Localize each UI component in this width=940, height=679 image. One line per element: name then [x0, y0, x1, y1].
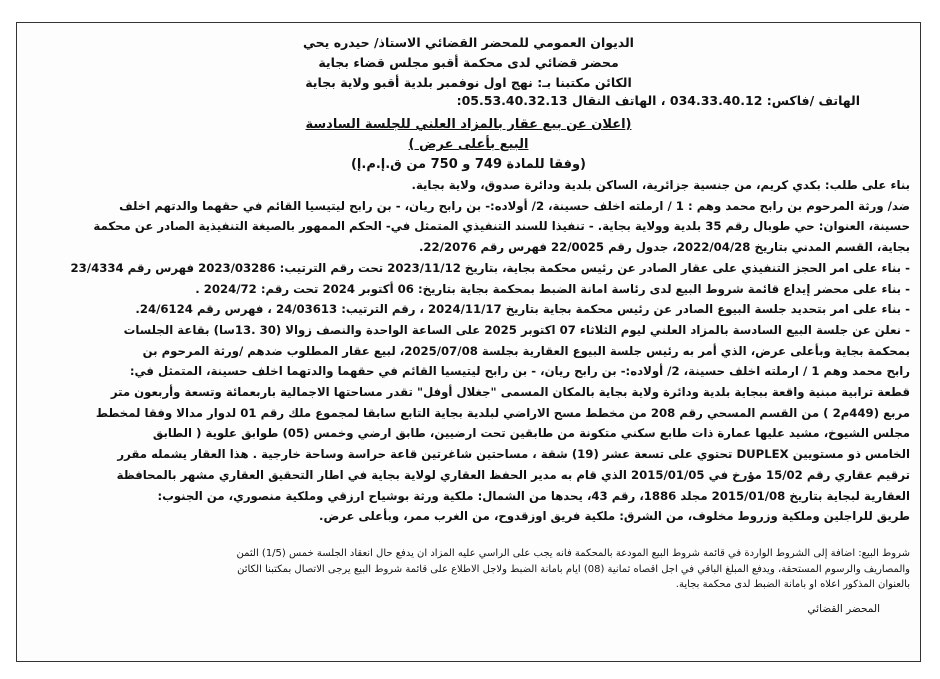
office-name: الديوان العمومي للمحضر القضائي الاستاذ/ حيدره يحي [303, 35, 634, 50]
body-line: حسينة، العنوان: حي طوبال رقم 35 بلدية وولاية بجاية. - تنفيذا للسند التنفيذي المتمثل في- الحكم الممهور بالصيغة التنفيذية الصادر عن محكمة [93, 219, 910, 234]
body-line: بمحكمة بجاية وبأعلى عرض، الذي أمر به رئيس جلسة البيوع العقارية بجلسة 2025/07/08، لبيع عقار المطلوب ضدهم /ورثة المرحوم بن [142, 343, 910, 358]
body-line: - بناء على امر بتحديد جلسة البيوع الصادر عن رئيس محكمة بجاية بتاريخ 2024/11/17 ، رقم الترتيب: 24/03613 ، فهرس رقم 24/6124. [135, 302, 910, 317]
office-court: محضر قضائي لدى محكمة أقبو مجلس قضاء بجاية [318, 55, 619, 70]
legal-article: (وفقا للمادة 749 و 750 من ق.إ.م.إ) [350, 157, 586, 172]
announcement-title: (اعلان عن بيع عقار بالمزاد العلني للجلسة السادسة [305, 117, 632, 132]
body-line: بجاية، القسم المدني بتاريخ 2022/04/28، جدول رقم 22/0025 فهرس رقم 22/2076. [418, 240, 910, 255]
condition-line: بالعنوان المذكور اعلاه او بامانة الضبط لدى محكمة بجاية. [675, 579, 910, 590]
announcement-title-block [17, 115, 920, 175]
body-line: ترقيم عقاري رقم 15/02 مؤرخ في 2015/01/05 الذي قام به مدير الحفظ العقاري لولاية بجاية في اطار التحقيق العقاري مشهر بالمحافظة [116, 467, 910, 482]
sale-conditions [27, 546, 910, 593]
body-line: طريق للراجلين وملكية وزروط مخلوف، من الشرق: ملكية فريق اوزقدوح، من الغرب ممر، وبأعلى عرض. [319, 509, 910, 524]
office-phones: الهاتف /فاكس: 034.33.40.12 ، الهاتف النقال 05.53.40.32.13: [456, 93, 860, 108]
body-line: الخامس ذو مستويين DUPLEX تحتوي على تسعة عشر (19) شقة ، مساحتين شاغرتين قاعة حراسة وساحة خارجية . هذا العقار يشمله مقرر [117, 447, 910, 462]
body-line: بناء على طلب: بكدي كريم، من جنسية جزائرية، الساكن بلدية ودائرة صدوق، ولاية بجاية. [411, 178, 910, 192]
body-line: العقارية لبجاية بتاريخ 2015/01/08 مجلد 1886، رقم 43، يحدها من الشمال: ملكية ورثة بوشياح ارزقي وملكية منصوري، من الجنوب: [157, 488, 910, 503]
announcement-body [27, 175, 910, 527]
body-line: رابح محمد وهم 1 / ارملته اخلف حسينة، 2/ أولاده:- بن رابح ريان، - بن رابح ليتيسيا القائم في حقهما والدتهما اخلف حسينة، المتمثل في: [129, 364, 910, 379]
body-line: - بناء على امر الحجز التنفيذي على عقار الصادر عن رئيس محكمة بجاية، بتاريخ 2023/11/12 تحت رقم الترتيب: 2023/03286 فهرس رقم 23/4334 [70, 260, 910, 275]
body-line: - بناء على محضر إيداع قائمة شروط البيع لدى رئاسة امانة الضبط بمحكمة بجاية بتاريخ: 06 أكتوبر 2024 تحت رقم: 2024/72 . [195, 281, 910, 296]
body-line: ضد/ ورثة المرحوم بن رابح محمد وهم : 1 / ارملته اخلف حسينة، 2/ أولاده:- بن رابح ريان، - بن رابح ليتيسيا القائم في حقهما والدتهم اخلف [119, 198, 910, 213]
condition-line: شروط البيع: اضافة إلى الشروط الواردة في قائمة شروط البيع المودعة بالمحكمة فانه يجب على الراسي عليه المزاد ان يدفع حال انعقاد الجلسة خمس (1/5) الثمن [236, 548, 910, 559]
body-line: - نعلن عن جلسة البيع السادسة بالمزاد العلني ليوم الثلاثاء 07 اكتوبر 2025 على الساعة الواحدة والنصف زوالا (30 .13سا) بقاعة الجلسات [123, 322, 910, 337]
announcement-subtitle: البيع بأعلى عرض ) [408, 137, 529, 152]
document-frame [16, 22, 921, 662]
condition-line: والمصاريف والرسوم المستحقة، ويدفع المبلغ الباقي في اجل اقصاه ثمانية (08) ايام بامانة الضبط ولاجل الاطلاع على قائمة شروط البيع يرجى الاتصال بمكتبنا الكائن [237, 563, 910, 575]
office-header [17, 33, 920, 93]
office-address: الكائن مكتبنا بـ: نهج اول نوفمبر بلدية أقبو ولاية بجاية [305, 75, 632, 90]
body-line: مربع (449م2 ) من القسم المسحي رقم 208 من مخطط مسح الاراضي لبلدية بجاية التابع سابقا لمجموع ملك رقم 01 لدوار مدالا وفقا لمخطط [95, 405, 910, 420]
signature-label: المحضر القضائي [807, 603, 880, 615]
body-line: مجلس الشيوخ، مشيد عليها عمارة ذات طابع سكني متكونة من طابقين تحت ارضيين، طابق ارضي وخمس (05) طوابق علوية ( الطابق [152, 426, 910, 441]
body-line: قطعة ترابية مبنية واقعة ببجاية بلدية ودائرة ولاية بجاية بالمكان المسمى "جغلال أوفل" تقدر مساحتها الاجمالية باربعمائة وتسعة وأربعون متر [110, 385, 910, 400]
